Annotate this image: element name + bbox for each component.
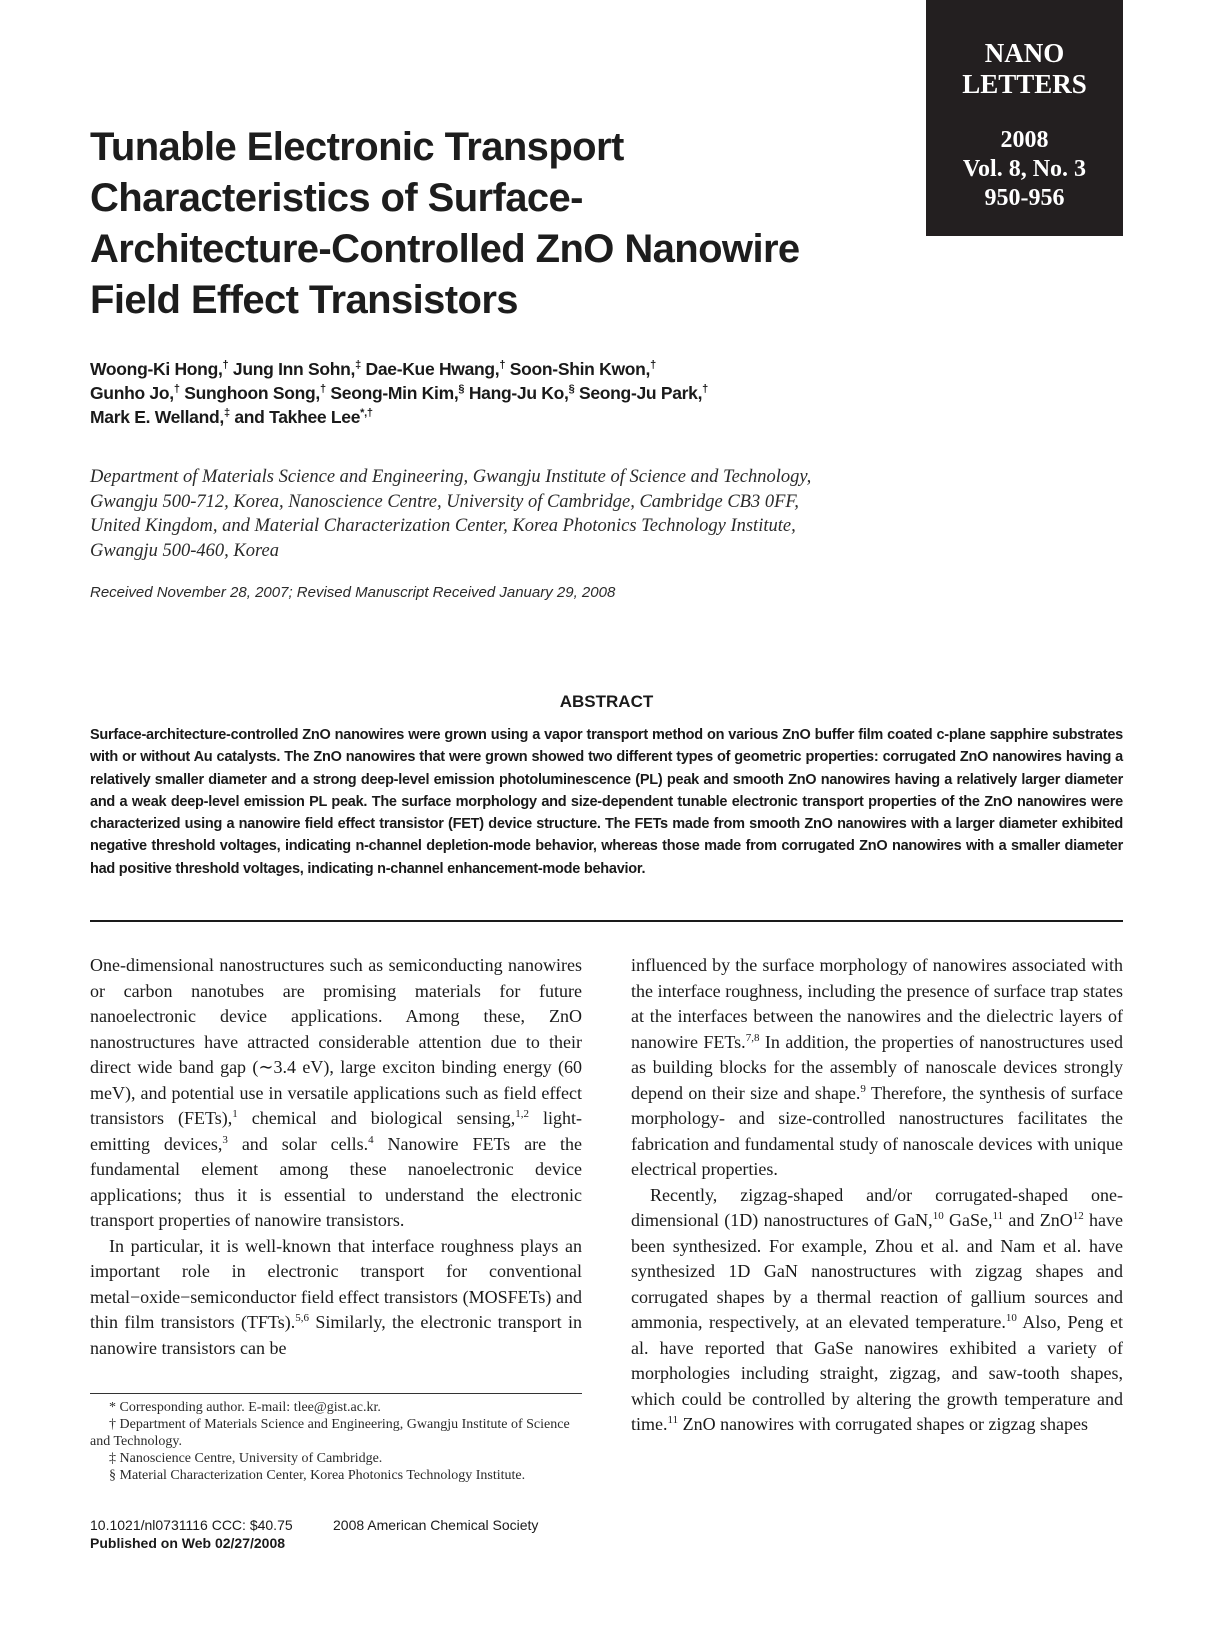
footnotes — [90, 1399, 582, 1484]
citation-ref: 11 — [667, 1414, 679, 1426]
body-paragraph: Recently, zigzag-shaped and/or corrugated-shaped one-dimensional (1D) nanostructures of GaN,$^{10}$ GaSe,$^{11}$ and ZnO$^{12}$ have been synthesized. For example, Zhou et al. and Nam et al. have synthesized 1D GaN nanostructures with zigzag shapes and corrugated shapes by a thermal reaction of gallium sources and ammonia, respectively, at an elevated temperature.$^{10}$ Also, Peng et al. have reported that GaSe nanowires exhibited a variety of morphologies including straight, zigzag, and saw-tooth shapes, which could be controlled by altering the growth temperature and time.$^{11}$ ZnO nanowires with corrugated shapes or zigzag shapes — [631, 1184, 1123, 1434]
citation-ref: 11 — [992, 1210, 1004, 1222]
affiliation-mark: † — [320, 383, 326, 396]
affiliation-mark: † — [650, 359, 656, 372]
citation-ref: 4 — [368, 1133, 374, 1146]
citation-ref: 1,2 — [515, 1108, 529, 1120]
footnote-affiliation: † Department of Materials Science and Engineering, Gwangju Institute of Science and Technology. — [90, 1417, 570, 1449]
journal-pages: 950-956 — [984, 185, 1065, 211]
affiliation-mark: § — [568, 383, 575, 396]
abstract-heading: ABSTRACT — [559, 692, 654, 711]
author-name: Woong-Ki Hong,† — [90, 359, 229, 379]
citation-ref: 5,6 — [295, 1312, 310, 1324]
author-name: Mark E. Welland,‡ — [90, 407, 230, 427]
body-paragraph: One-dimensional nanostructures such as semiconducting nanowires or carbon nanotubes are promising materials for future nanoelectronic device applications. Among these, ZnO nanostructures have attracted considerable attention due to their direct wide band gap (∼3.4 eV), large exciton binding energy (60 meV), and potential use in versatile applications such as field effect transistors (FETs),$^1$ chemical and biological sensing,$^{1,2}$ light-emitting devices,$^3$ and solar cells.$^4$ Nanowire FETs are the fundamental element among these nanoelectronic device applications; thus it is essential to understand the electronic transport properties of nanowire transistors. — [90, 955, 582, 1230]
published-date: Published on Web 02/27/2008 — [90, 1535, 286, 1551]
received-dates: Received November 28, 2007; Revised Manuscript Received January 29, 2008 — [90, 584, 616, 601]
affiliation-mark: † — [702, 383, 708, 396]
citation-ref: 12 — [1072, 1210, 1084, 1222]
author-name: Soon-Shin Kwon,† — [509, 359, 656, 379]
author-name: and Takhee Lee*,† — [234, 407, 373, 427]
body-paragraph: In particular, it is well-known that interface roughness plays an important role in electronic transport for conventional metal−oxide−semiconductor field effect transistors (MOSFETs) and thin film transistors (TFTs).$^{5,6}$ Similarly, the electronic transport in nanowire transistors can be — [90, 1235, 582, 1358]
abstract-divider — [90, 920, 1123, 922]
citation-ref: 9 — [860, 1082, 866, 1095]
citation-ref: 7,8 — [745, 1031, 760, 1044]
footer-publication-info — [90, 1516, 293, 1552]
body-paragraph: influenced by the surface morphology of nanowires associated with the interface roughness, including the presence of surface trap states at the interfaces between the nanowires and the dielectric layers of nanowire FETs.$^{7,8}$ In addition, the properties of nanostructures used as building blocks for the assembly of nanoscale devices strongly depend on their size and shape.$^9$ Therefore, the synthesis of surface morphology- and size-controlled nanostructures facilitates the fabrication and fundamental study of nanoscale devices with unique electrical properties. — [631, 955, 1124, 1179]
author-name: Dae-Kue Hwang,† — [365, 359, 506, 379]
affiliation-mark: § — [458, 383, 465, 396]
author-name: Seong-Min Kim,§ — [330, 383, 465, 403]
author-name: Gunho Jo,† — [90, 383, 180, 403]
affiliation-mark: † — [173, 383, 180, 396]
footnote-affiliation: ‡ Nanoscience Centre, University of Cambridge. — [109, 1451, 383, 1466]
citation-ref: 10 — [1005, 1312, 1017, 1324]
author-name: Hang-Ju Ko,§ — [468, 383, 575, 403]
author-list — [90, 357, 850, 429]
abstract-text: Surface-architecture-controlled ZnO nanowires were grown using a vapor transport method on various ZnO buffer film coated c-plane sapphire substrates with or without Au catalysts. The ZnO nanowires that were grown showed two different types of geometric properties: corrugated ZnO nanowires having a relatively smaller diameter and a strong deep-level emission photoluminescence (PL) peak and smooth ZnO nanowires having a relatively larger diameter and a weak deep-level emission PL peak. The surface morphology and size-dependent tunable electronic transport properties of the ZnO nanowires were characterized using a nanowire field effect transistor (FET) device structure. The FETs made from smooth ZnO nanowires with a larger diameter exhibited negative threshold voltages, indicating n-channel depletion-mode behavior, whereas those made from corrugated ZnO nanowires with a smaller diameter had positive threshold voltages, indicating n-channel enhancement-mode behavior. — [90, 727, 1123, 877]
body-column-left — [90, 953, 582, 1361]
citation-ref: 1 — [232, 1108, 238, 1120]
copyright-text: 2008 American Chemical Society — [333, 1517, 539, 1533]
author-name: Sunghoon Song,† — [184, 383, 326, 403]
body-column-right — [631, 953, 1123, 1438]
author-name: Jung Inn Sohn,‡ — [232, 359, 361, 379]
affiliation-mark: ‡ — [223, 407, 230, 420]
author-name: Seong-Ju Park,† — [578, 383, 708, 403]
affiliation-mark: ‡ — [355, 359, 361, 372]
affiliation-mark: † — [222, 359, 229, 372]
affiliations: Department of Materials Science and Engineering, Gwangju Institute of Science and Technology, Gwangju 500-712, Korea, Nanoscience Centre, University of Cambridge, Cambridge CB3 0FF, United Kingdom, and Material Characterization Center, Korea Photonics Technology Institute, Gwangju 500-460, Korea — [90, 467, 812, 561]
article-title: Tunable Electronic Transport Characteristics of Surface-Architecture-Controlled ZnO Nanowire Field Effect Transistors — [90, 125, 800, 322]
journal-badge — [926, 0, 1123, 236]
citation-ref: 10 — [932, 1210, 944, 1222]
journal-volume: Vol. 8, No. 3 — [962, 156, 1087, 182]
journal-issue — [926, 126, 1123, 213]
journal-year: 2008 — [1000, 127, 1049, 153]
footnote-affiliation: § Material Characterization Center, Korea Photonics Technology Institute. — [109, 1468, 526, 1483]
affiliation-mark: † — [499, 359, 506, 372]
journal-name: NANO LETTERS — [962, 38, 1087, 99]
affiliation-mark: *,† — [360, 407, 373, 420]
citation-ref: 3 — [222, 1133, 228, 1146]
doi-text: 10.1021/nl0731116 CCC: $40.75 — [90, 1517, 293, 1533]
footnote-divider — [90, 1393, 582, 1394]
footnote-corresponding: * Corresponding author. E-mail: tlee@gist.ac.kr. — [109, 1400, 381, 1415]
